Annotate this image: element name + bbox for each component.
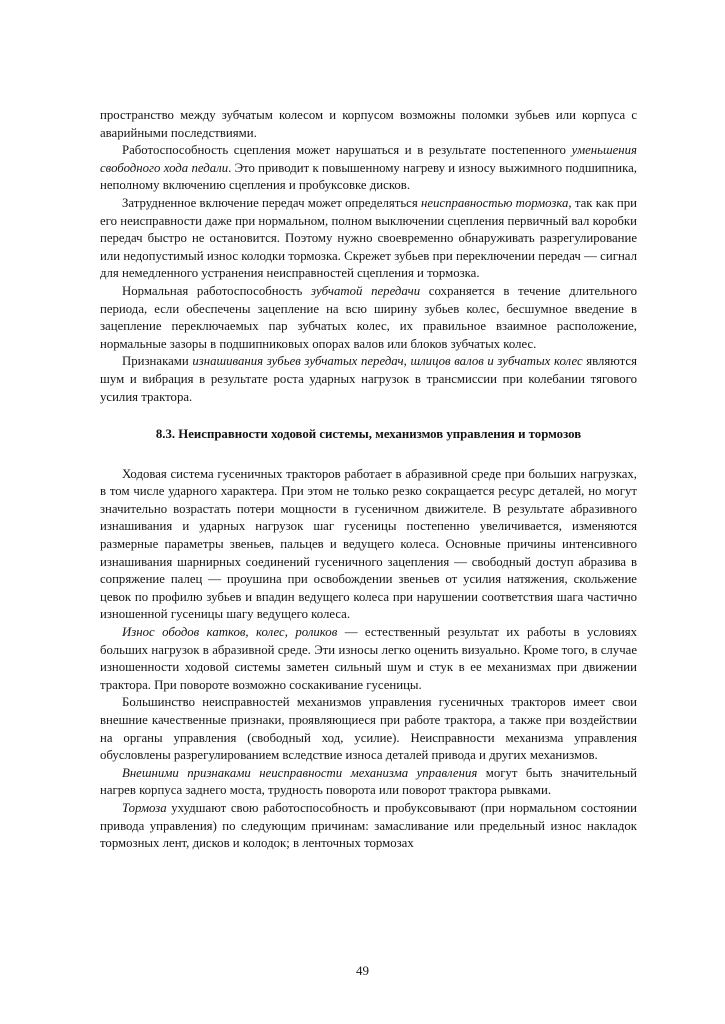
- emphasized-text: Износ ободов катков, колес, роликов: [122, 625, 338, 640]
- paragraph: [100, 142, 637, 195]
- paragraph-text: являются шум и вибрация в результате роста ударных нагрузок в трансмиссии при колебании тягового усилия трактора.: [100, 354, 637, 404]
- paragraph-text: ухудшают свою работоспособность и пробуксовывают (при нормальном состоянии привода управления) по следующим причинам: замасливание или предельный износ накладок тормозных лент, дисков и колодок; в ленточных тормозах: [100, 800, 637, 851]
- emphasized-text: Тормоза: [122, 800, 167, 815]
- page-body: [100, 107, 637, 853]
- paragraph: [100, 283, 637, 353]
- paragraph-text: . Это приводит к повышенному нагреву и износу выжимного подшипника, неполному включению сцепления и пробуксовке дисков.: [100, 160, 637, 193]
- text-block-bottom: [100, 466, 637, 853]
- emphasized-text: изнашивания зубьев зубчатых передач, шлицов валов и зубчатых колес: [192, 354, 583, 369]
- paragraph: [100, 466, 637, 624]
- text-block-top: [100, 107, 637, 406]
- paragraph-text: так как при его неисправности даже при нормальном, полном выключении сцепления первичный вал коробки передач быстро не остановится. Поэтому нужно своевременно обнаруживать разрегулирование или недопустимый износ колодки тормозка. Скрежет зубьев при переключении передач — сигнал для немедленного устранения неисправностей сцепления и тормозка.: [100, 195, 637, 281]
- emphasized-text: уменьшения свободного хода педали: [100, 143, 637, 175]
- paragraph: [100, 195, 637, 283]
- paragraph: [100, 353, 637, 406]
- emphasized-text: неисправностью тормозка,: [420, 195, 572, 210]
- paragraph-text: Признаками: [122, 354, 193, 369]
- section-heading: 8.3. Неисправности ходовой системы, механизмов управления и тормозов: [155, 427, 582, 442]
- paragraph: [100, 800, 637, 853]
- paragraph-text: Нормальная работоспособность: [122, 283, 312, 298]
- paragraph: [100, 765, 637, 800]
- paragraph-text: Работоспособность сцепления может нарушаться и в результате постепенного: [122, 143, 572, 158]
- paragraph-text: Ходовая система гусеничных тракторов работает в абразивной среде при больших нагрузках, в том числе ударного характера. При этом не только резко сокращается ресурс деталей, но могут значительно возрастать потери мощности в гусеничном движителе. В результате абразивного изнашивания и ударных нагрузок шаг гусеницы постепенно увеличивается, изменяются размерные параметры звеньев, пальцев и ведущего колеса. Основные причины интенсивного изнашивания шарнирных соединений гусеничного зацепления — свободный доступ абразива в сопряжение палец — проушина при освобождении звеньев от усилия натяжения, скольжение цевок по профилю зубьев и впадин ведущего колеса при нарушении соответствия шага частично изношенной гусеницы шагу ведущего колеса.: [100, 466, 637, 622]
- page-number: 49: [356, 963, 369, 978]
- paragraph-text: сохраняется в течение длительного периода, если обеспечены зацепление на всю ширину зубьев колес, бесшумное введение в зацепление переключаемых пар зубчатых колес, их правильное взаимное расположение, нормальные зазоры в подшипниковых опорах валов или блоков зубчатых колес.: [100, 283, 637, 351]
- paragraph-text: Большинство неисправностей механизмов управления гусеничных тракторов имеет свои внешние качественные признаки, проявляющиеся при работе трактора, а также при воздействии на органы управления (свободный ход, усилие). Неисправности механизма управления обусловлены разрегулированием вследствие износа деталей привода и других механизмов.: [100, 695, 637, 763]
- paragraph: [100, 107, 637, 142]
- paragraph: [100, 624, 637, 694]
- paragraph-text: пространство между зубчатым колесом и корпусом возможны поломки зубьев или корпуса с аварийными последствиями.: [100, 108, 637, 140]
- paragraph: [100, 694, 637, 764]
- emphasized-text: зубчатой передачи: [311, 283, 421, 298]
- paragraph-text: Затрудненное включение передач может определяться: [122, 195, 421, 210]
- paragraph-text: — естественный результат их работы в условиях больших нагрузок в абразивной среде. Эти износы легко оценить визуально. Кроме того, в случае изношенности ходовой системы заметен сильный шум и стук в ее механизмах при движении трактора. При повороте возможно соскакивание гусеницы.: [100, 625, 637, 692]
- emphasized-text: Внешними признаками неисправности механизма управления: [122, 765, 478, 780]
- paragraph-text: могут быть значительный нагрев корпуса заднего моста, трудность поворота или поворот трактора рывками.: [100, 765, 637, 798]
